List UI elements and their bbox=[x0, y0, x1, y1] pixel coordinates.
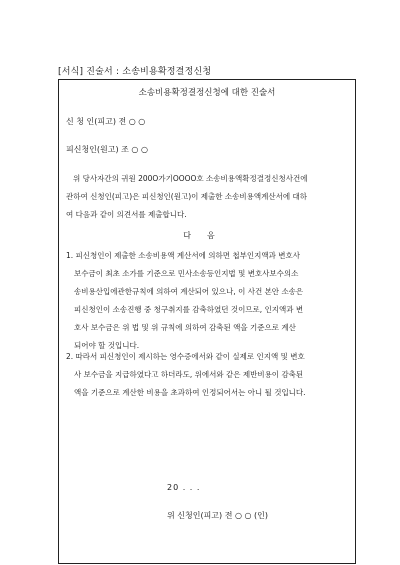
item-1-line: 1. 피신청인이 제출한 소송비용액 계산서에 의하면 첩부인지액과 변호사 bbox=[66, 251, 300, 260]
intro-paragraph bbox=[66, 170, 308, 224]
applicant-line: 신 청 인(피고) 전 ○ ○ bbox=[66, 117, 146, 126]
item-2-line: 액을 기준으로 계산한 비용을 초과하여 인정되어서는 아니 될 것입니다. bbox=[74, 388, 306, 397]
respondent-line: 피신청인(원고) 조 ○ ○ bbox=[66, 145, 148, 154]
item-1-line: 호사 보수금은 위 법 및 위 규칙에 의하여 감축된 액을 기준으로 계산 bbox=[74, 323, 296, 332]
intro-line: 위 당사자간의 귀원 200O가기OOOO호 소송비용액확정결정신청사건에 bbox=[73, 174, 308, 183]
item-2-paragraph bbox=[66, 348, 306, 402]
statement-form bbox=[58, 79, 356, 564]
signature-line: 위 신청인(피고) 전 ○ ○ (인) bbox=[167, 511, 268, 520]
item-1-line: 송비용산입에관한규칙에 의하여 계산되어 있으나, 이 사건 본안 소송은 bbox=[74, 287, 304, 296]
item-1-paragraph bbox=[66, 247, 303, 355]
item-1-line: 보수금이 최초 소가를 기준으로 민사소송등인지법 및 변호사보수의소 bbox=[74, 269, 299, 278]
intro-line: 관하여 신청인(피고)은 피신청인(원고)이 제출한 소송비용액계산서에 대하 bbox=[66, 192, 307, 201]
date-line: 20 . . . bbox=[167, 483, 201, 492]
item-1-line: 피신청인이 소송진행 중 청구취지를 감축하였던 것이므로, 인지액과 변 bbox=[74, 305, 304, 314]
document-title: 소송비용확정결정신청에 대한 진술서 bbox=[138, 88, 276, 98]
item-1-line: 되어야 할 것입니다. bbox=[74, 341, 140, 350]
item-2-line: 2. 따라서 피신청인이 제시하는 영수증에서와 같이 실제로 인지액 및 변호 bbox=[66, 352, 305, 361]
notice-heading: 다음 bbox=[183, 231, 231, 240]
intro-line: 여 다음과 같이 의견서를 제출합니다. bbox=[66, 210, 187, 219]
form-header-label: [서식] 진술서 : 소송비용확정결정신청 bbox=[58, 67, 212, 77]
item-2-line: 사 보수금을 지급하였다고 하더라도, 위에서와 같은 제반비용이 감축된 bbox=[74, 370, 304, 379]
